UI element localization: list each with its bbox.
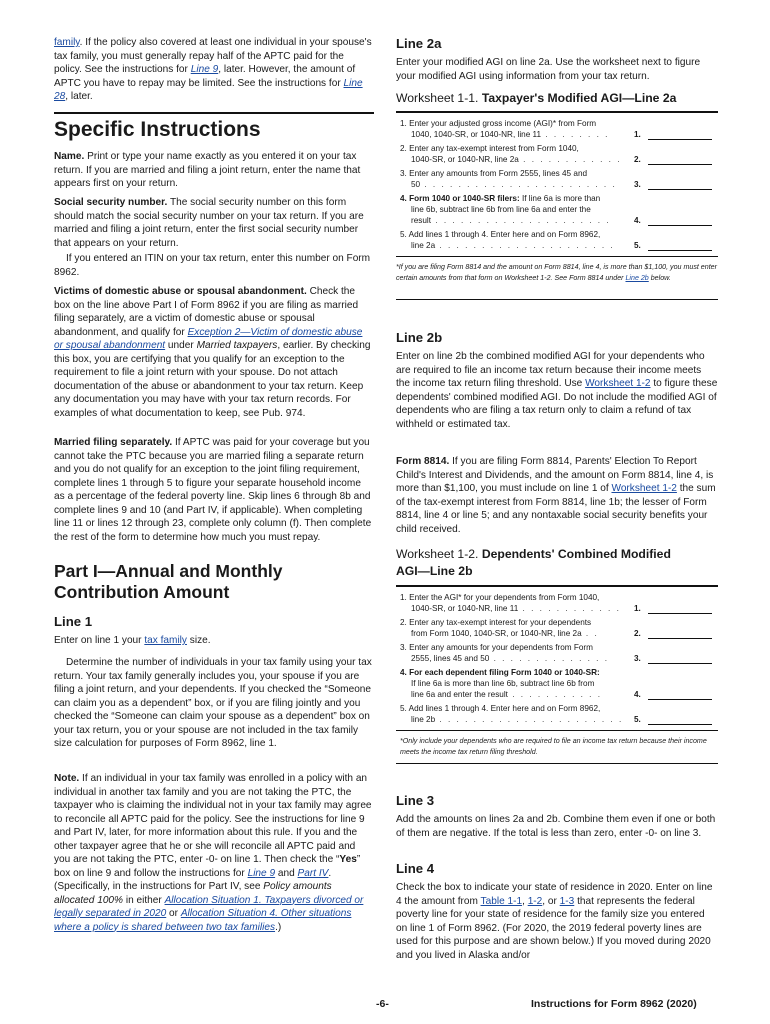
table-1-3-link[interactable]: 1-3	[559, 895, 575, 907]
family-link[interactable]: family	[54, 37, 80, 48]
ws1-line5-field[interactable]	[648, 240, 712, 251]
part1-heading-line1: Part I—Annual and Monthly	[54, 561, 283, 581]
ws1-line2-field[interactable]	[648, 154, 712, 165]
line2b-paragraph: Enter on line 2b the combined modified AGI for your dependents who are required to file an income tax return because their income meets the income tax return filing threshold. Use Worksheet 1-2 to figure these dependents' combined modified AGI. Do not include the modified AGI of dependents who are filing a tax return only to claim a refund of tax withheld or estimated tax.	[396, 351, 718, 430]
worksheet-1-2: 1. Enter the AGI* for your dependents from Form 1040, 1040-SR, or 1040-NR, line 11 . . . . . . . . . . . . 1. 2. Enter any tax-exempt interest for your dependents from Form 1040, 1040-SR, or 1040-NR, line 2a . . 2. 3. Enter any amounts for your dependents from Form 2555, lines 45 and 50 . . . . . . . . . . . . . . 3. 4. For each dependent filing Form 1040 or 1040-SR: If line 6a is more than line 6b, subtract line 6b from line 6a and enter the result . . . . . . . . . . . 4. 5. Add lines 1 through 4. Enter here and on Form 8962, line 2b . . . . . . . . . . . . . . . . . . . . . . 5.	[396, 592, 718, 732]
part4-link[interactable]: Part IV	[297, 867, 329, 879]
ws2-line4-field[interactable]	[648, 689, 712, 700]
footer-title: Instructions for Form 8962 (2020)	[531, 998, 697, 1010]
worksheet-1-2-bottom-rule	[396, 763, 718, 764]
worksheet-1-2-footnote: *Only include your dependents who are required to file an income tax return because their income meets the income tax return filing threshold.	[400, 737, 707, 756]
part1-heading-line2: Contribution Amount	[54, 582, 230, 602]
line4-heading: Line 4	[396, 861, 435, 876]
ws2-line2-field[interactable]	[648, 628, 712, 639]
worksheet-1-1-footnote: *If you are filing Form 8814 and the amount on Form 8814, line 4, is more than $1,100, you must enter certain amounts from that form on Worksheet 1-2. See Form 8814 under Line 2b below.	[396, 263, 717, 282]
line3-paragraph: Add the amounts on lines 2a and 2b. Combine them even if one or both of them are negative. If the total is less than zero, enter -0- on line 3.	[396, 814, 716, 839]
married-filing-separately-paragraph: Married filing separately. If APTC was paid for your coverage but you cannot take the PTC because you are married filing a separate return and you do not qualify for an exception to the joint filing requirement, complete lines 1 through 5 to figure your separate household income as a percentage of the federal poverty line. Skip lines 6 through 8b and complete lines 9 and 10 (and Part IV, if applicable). When completing line 11 or lines 12 through 23, complete only column (f). Then complete the rest of the form to determine how much you must repay.	[54, 437, 372, 543]
ws1-line1-field[interactable]	[648, 129, 712, 140]
specific-instructions-heading: Specific Instructions	[54, 118, 261, 141]
line4-paragraph: Check the box to indicate your state of residence in 2020. Enter on line 4 the amount from Table 1-1, 1-2, or 1-3 that represents the federal poverty line for your state of residence for the family size you entered on line 1 of Form 8962. (For 2020, the 2019 federal poverty lines are used for this purpose and are shown below.) If you moved during 2020 and you lived in Alaska and/or	[396, 882, 713, 961]
worksheet-1-1-title: Worksheet 1-1. Taxpayer's Modified AGI—Line 2a	[396, 91, 677, 105]
worksheet-1-1: 1. Enter your adjusted gross income (AGI)* from Form 1040, 1040-SR, or 1040-NR, line 11 . . . . . . . . 1. 2. Enter any tax-exempt interest from Form 1040, 1040-SR, or 1040-NR, line 2a . . . . . . . . . . . . 2. 3. Enter any amounts from Form 2555, lines 45 and 50 . . . . . . . . . . . . . . . . . . . . . . . 3. 4. Form 1040 or 1040-SR filers: If line 6a is more than line 6b, subtract line 6b from line 6a and enter the result . . . . . . . . . . . . . . . . . . . . . 4. 5. Add lines 1 through 4. Enter here and on Form 8962, line 2a . . . . . . . . . . . . . . . . . . . . . 5.	[396, 118, 718, 258]
line2a-paragraph: Enter your modified AGI on line 2a. Use the worksheet next to figure your modified AGI using information from your tax return.	[396, 57, 701, 82]
ws2-line3-field[interactable]	[648, 653, 712, 664]
determine-paragraph: Determine the number of individuals in your tax family using your tax return. Your tax family generally includes you, your spouse if you are filing a joint return, and your dependents. If you checked the “Someone can claim you as a dependent” box, or if you are filing jointly and you checked the “Someone can claim your spouse as a dependent” box on your tax return, you or your spouse are not included in the tax family size calculation for purposes of Form 8962, line 1.	[54, 657, 372, 749]
line2b-heading: Line 2b	[396, 330, 443, 345]
worksheet-1-2-title-line2: AGI—Line 2b	[396, 564, 473, 578]
note-paragraph: Note. If an individual in your tax family was enrolled in a policy with an individual in another tax family and you are not taking the PTC, the taxpayer who is claiming the individual not in your tax family may agree to reconcile all APTC paid for the policy. See the instructions for line 9 and Part IV, later, for more information about this rule. If you and the other taxpayer agree that he or she will reconcile all APTC paid and you are not taking the PTC, enter -0- on line 1. Then check the “Yes” box on line 9 and follow the instructions for Line 9 and Part IV. (Specifically, in the instructions for Part IV, see Policy amounts allocated 100% in either Allocation Situation 1. Taxpayers divorced or legally separated in 2020 or Allocation Situation 4. Other situations where a policy is shared between two tax families.)	[54, 773, 372, 933]
table-1-2-link[interactable]: 1-2	[527, 895, 543, 907]
allocation-situation-1-link[interactable]: Allocation Situation 1. Taxpayers divorced or legally separated in 2020	[54, 894, 364, 919]
line9-link-2[interactable]: Line 9	[247, 867, 276, 879]
name-paragraph: Name. Print or type your name exactly as you entered it on your tax return. If you are married and filing a joint return, enter the name that appears first on your return.	[54, 151, 361, 189]
worksheet-1-2-link[interactable]: Worksheet 1-2	[585, 378, 651, 389]
line2b-link[interactable]: Line 2b	[625, 273, 649, 282]
line1-heading: Line 1	[54, 614, 93, 629]
ssn-paragraph: Social security number. The social security number on this form should match the social security number on your tax return. If you are married and filing a joint return, enter the first social security number that appears on your return.	[54, 197, 364, 249]
section-rule	[54, 112, 374, 114]
worksheet-1-2-title-line1: Worksheet 1-2. Dependents' Combined Modified	[396, 547, 671, 561]
worksheet-1-1-top-rule	[396, 111, 718, 113]
tax-family-link[interactable]: tax family	[144, 635, 187, 646]
line9-link[interactable]: Line 9	[190, 64, 219, 75]
ws1-line4-field[interactable]	[648, 215, 712, 226]
worksheet-1-2-top-rule	[396, 585, 718, 587]
ws1-line3-field[interactable]	[648, 179, 712, 190]
line1-paragraph: Enter on line 1 your tax family size.	[54, 635, 211, 646]
ws2-line1-field[interactable]	[648, 603, 712, 614]
line28-link[interactable]: Line 28	[54, 77, 363, 102]
worksheet-1-1-bottom-rule	[396, 299, 718, 300]
intro-paragraph: family. If the policy also covered at least one individual in your spouse's tax family, you must generally repay half of the APTC paid for the policy. See the instructions for Line 9, later. However, the amount of APTC you have to repay may be limited. See the instructions for Line 28, later.	[54, 37, 372, 102]
itin-paragraph: If you entered an ITIN on your tax return, enter this number on Form 8962.	[54, 253, 371, 278]
worksheet-1-2-divider	[396, 730, 718, 731]
allocation-situation-4-link[interactable]: Allocation Situation 4. Other situations where a policy is shared between two tax families	[54, 908, 352, 933]
page-number: -6-	[376, 998, 389, 1010]
exception2-link[interactable]: Exception 2—Victim of domestic abuse or spousal abandonment	[54, 326, 363, 351]
line2a-heading: Line 2a	[396, 36, 442, 51]
ws2-line5-field[interactable]	[648, 714, 712, 725]
table-1-1-link[interactable]: Table 1-1	[480, 895, 523, 907]
form8814-paragraph: Form 8814. If you are filing Form 8814, Parents' Election To Report Child's Interest and Dividends, and the amount on Form 8814, line 4, is more than $1,100, you must include on line 1 of Worksheet 1-2 the sum of the tax-exempt interest from Form 8814, line 1b; the lesser of Form 8814, line 4 or line 5; and any nontaxable social security benefits your child received.	[396, 456, 716, 535]
worksheet-1-2-link-2[interactable]: Worksheet 1-2	[611, 483, 677, 494]
line3-heading: Line 3	[396, 793, 435, 808]
victims-paragraph: Victims of domestic abuse or spousal abandonment. Check the box on the line above Part I of Form 8962 if you are filing as married filing separately, are a victim of domestic abuse or spousal abandonment, and qualify for Exception 2—Victim of domestic abuse or spousal abandonment under Married taxpayers, earlier. By checking this box, you are certifying that you qualify for an exception to the requirement to file a joint return with your spouse. Do not attach documentation of the abuse or abandonment to your tax return. Keep any documentation you may have with your tax return records. For examples of what documentation to keep, see Pub. 974.	[54, 286, 371, 419]
worksheet-1-1-divider	[396, 256, 718, 257]
